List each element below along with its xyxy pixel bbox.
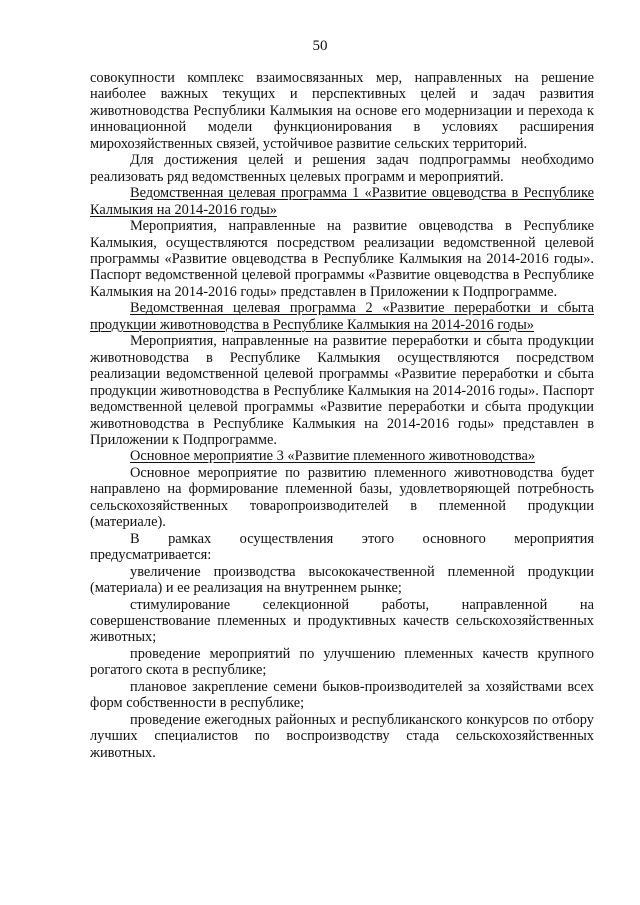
list-item: проведение ежегодных районных и республиканского конкурсов по отбору лучших специалистов по воспроизводству стада сельскохозяйственных животных.: [90, 711, 594, 761]
list-item: проведение мероприятий по улучшению племенных качеств крупного рогатого скота в республике;: [90, 645, 594, 679]
document-body: [90, 70, 594, 761]
page-number: 50: [312, 38, 328, 54]
heading-measure-3: Основное мероприятие 3 «Развитие племенного животноводства»: [130, 448, 536, 465]
paragraph-intro-continuation: совокупности комплекс взаимосвязанных мер, направленных на решение наиболее важных текущих и перспективных целей и задач развития животноводства Республики Калмыкия на основе его модернизации и перехода к инновационной модели функционирования в условиях расширения мирохозяйственных связей, устойчивое развитие сельских территорий.: [90, 70, 594, 152]
paragraph-program-1: Мероприятия, направленные на развитие овцеводства в Республике Калмыкия, осуществляются посредством реализации ведомственной целевой программы «Развитие овцеводства в Республике Калмыкия на 2014-2016 годы». Паспорт ведомственной целевой программы «Развитие овцеводства в Республике Калмыкия на 2014-2016 годы» представлен в Приложении к Подпрограмме.: [90, 218, 594, 300]
heading-program-1: Ведомственная целевая программа 1 «Развитие овцеводства в Республике Калмыкия на 2014-2016 годы»: [90, 185, 594, 218]
paragraph-goals: Для достижения целей и решения задач подпрограммы необходимо реализовать ряд ведомственных целевых программ и мероприятий.: [90, 152, 594, 185]
list-item: плановое закрепление семени быков-производителей за хозяйствами всех форм собственности в республике;: [90, 678, 594, 712]
heading-program-2: Ведомственная целевая программа 2 «Развитие переработки и сбыта продукции животноводства в Республике Калмыкия на 2014-2016 годы»: [90, 300, 594, 333]
paragraph-program-2: Мероприятия, направленные на развитие переработки и сбыта продукции животноводства в Республике Калмыкия осуществляются посредством реализации ведомственной целевой программы «Развитие переработки и сбыта продукции животноводства в Республике Калмыкия на 2014-2016 годы». Паспорт ведомственной целевой программы «Развитие переработки и сбыта продукции животноводства в Республике Калмыкия на 2014-2016 годы» представлен в Приложении к Подпрограмме.: [90, 333, 594, 448]
list-item: стимулирование селекционной работы, направленной на совершенствование племенных и продуктивных качеств сельскохозяйственных животных;: [90, 596, 594, 646]
paragraph-measure-3: Основное мероприятие по развитию племенного животноводства будет направлено на формирование племенной базы, удовлетворяющей потребность сельскохозяйственных товаропроизводителей в племенной продукции (материале).: [90, 464, 594, 531]
paragraph-measure-scope: В рамках осуществления этого основного мероприятия предусматривается:: [90, 530, 594, 564]
list-item: увеличение производства высококачественной племенной продукции (материала) и ее реализация на внутреннем рынке;: [90, 563, 594, 597]
